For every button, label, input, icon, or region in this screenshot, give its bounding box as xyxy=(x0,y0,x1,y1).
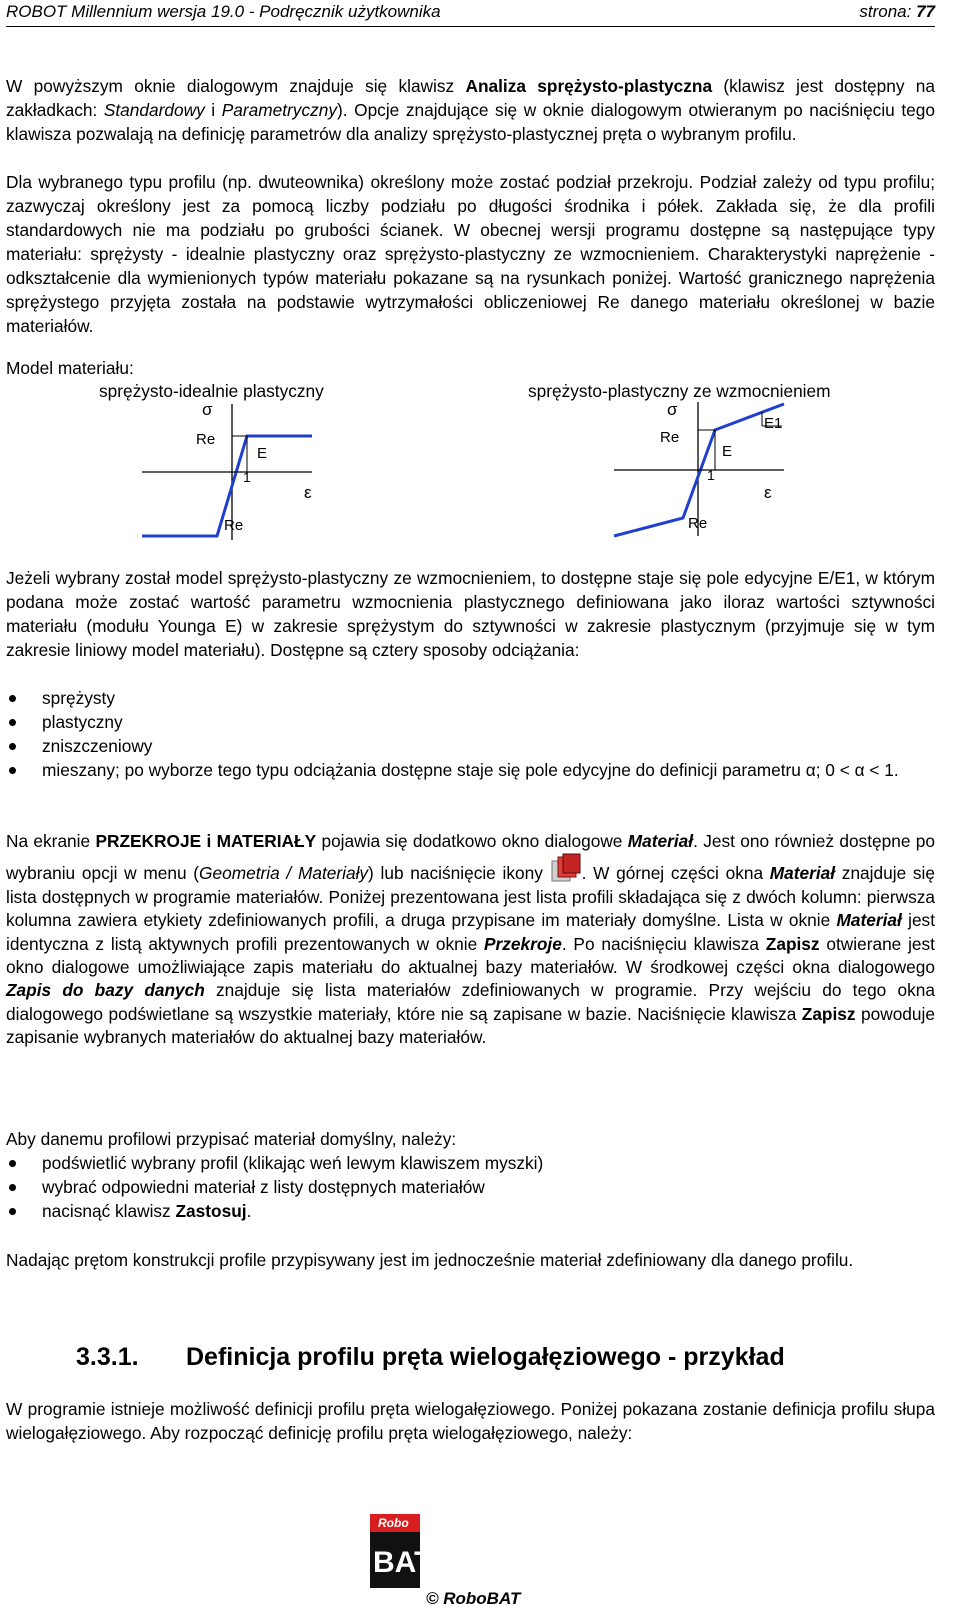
text-run: i xyxy=(204,100,222,120)
page-label: strona: xyxy=(859,2,912,21)
text-run: ) lub naciśnięcie ikony xyxy=(368,863,550,884)
materials-paragraph xyxy=(6,830,935,1050)
screen-name: PRZEKROJE i MATERIAŁY xyxy=(95,831,317,851)
text-run: jest identyczna z listą aktywnych profili prezentowanych w oknie xyxy=(6,910,935,954)
re-top-label: Re xyxy=(660,429,680,446)
text-run: . Jest ono również dostępne po wybraniu opcji w menu ( xyxy=(6,831,936,884)
e-label: E xyxy=(257,445,268,462)
unloading-methods-list xyxy=(6,686,935,782)
e-label: E xyxy=(722,443,733,460)
tab-name-parametric: Parametryczny xyxy=(221,100,337,120)
hardening-plastic-diagram xyxy=(612,398,812,544)
epsilon-label: ε xyxy=(764,483,772,502)
text-run: powoduje zapisanie wybranych materiałów do aktualnej bazy materiałów. xyxy=(6,1003,935,1048)
assign-material-intro: Aby danemu profilowi przypisać materiał domyślny, należy: xyxy=(6,1129,457,1149)
division-paragraph: Dla wybranego typu profilu (np. dwuteownika) określony może zostać podział przekroju. Podział zależy od typu profilu; zazwyczaj określony jest za pomocą liczby podziału po długości środnika i półek. Zakłada się, że dla profili standardowych nie ma podziału po grubości ścianek. W obecnej wersji programu dostępne są następujące typy materiału: sprężysty - idealnie plastyczny oraz sprężysto-plastyczny ze wzmocnieniem. Charakterystyki naprężenie - odkształcenie dla wymienionych typów materiału pokazane są na rysunkach poniżej. Wartość granicznego naprężenia sprężystego przyjęta została na podstawie wytrzymałości obliczeniowej Re danego materiału określonej w bazie materiałów. xyxy=(6,172,935,336)
button-name-save: Zapisz xyxy=(801,1003,856,1024)
left-model-title: sprężysto-idealnie plastyczny xyxy=(99,381,324,401)
section-title: Definicja profilu pręta wielogałęziowego - przykład xyxy=(186,1343,785,1371)
button-name-apply: Zastosuj xyxy=(175,1201,247,1221)
button-name-elastoplastic: Analiza sprężysto-plastyczna xyxy=(465,76,713,96)
text-run: . Po naciśnięciu klawisza xyxy=(561,933,766,954)
text-run: nacisnąć klawisz xyxy=(42,1201,176,1221)
list-item: podświetlić wybrany profil (klikając weń lewym klawiszem myszki) xyxy=(6,1151,935,1175)
text-run: Na ekranie xyxy=(6,831,96,851)
dialog-name-material: Materiał xyxy=(769,863,836,884)
copyright-text: © RoboBAT xyxy=(426,1589,521,1607)
hardening-paragraph: Jeżeli wybrany został model sprężysto-plastyczny ze wzmocnieniem, to dostępne staje się pole edycyjne E/E1, w którym podana może zostać wartość parametru wzmocnienia plastycznego definiowana jako iloraz wartości sztywności materiału (modułu Younga E) w zakresie sprężystym do sztywności w zakresie plastycznym (przyjmuje się w tym zakresie liniowy model materiału). Dostępne są cztery sposoby odciążania: xyxy=(6,568,935,660)
text-run: znajduje się lista dostępnych w programie materiałów. Poniżej prezentowana jest lista profili składająca się z dwóch kolumn: pierwsza kolumna zawiera etykiety zdefiniowanych profili, a druga przypisane im materiały domyślne. Lista w oknie xyxy=(6,863,935,931)
text-run: W powyższym oknie dialogowym znajduje się klawisz xyxy=(6,76,466,96)
dialog-name-material: Materiał xyxy=(627,831,694,851)
text-run: otwierane jest okno dialogowe umożliwiające zapis materiału do aktualnej bazy materiałów. W środkowej części okna dialogowego xyxy=(6,933,935,978)
profile-material-note: Nadając prętom konstrukcji profile przypisywany jest im jednocześnie materiał zdefiniowany dla danego profilu. xyxy=(6,1250,854,1270)
re-top-label: Re xyxy=(196,431,216,448)
list-item: plastyczny xyxy=(6,710,935,734)
elastic-perfectly-plastic-diagram xyxy=(140,398,340,544)
text-run: . xyxy=(246,1201,252,1221)
sigma-label: σ xyxy=(202,400,213,419)
unit-label: 1 xyxy=(243,469,251,485)
list-item: mieszany; po wyborze tego typu odciążania dostępne staje się pole edycyjne do definicji parametru α; 0 < α < 1. xyxy=(6,758,935,782)
robobat-logo xyxy=(370,1512,570,1607)
model-label: Model materiału: xyxy=(6,358,134,378)
sigma-label: σ xyxy=(667,400,678,419)
page-number: 77 xyxy=(916,2,935,21)
dialog-name-sections: Przekroje xyxy=(484,933,562,954)
page-header xyxy=(6,0,935,27)
assign-material-steps xyxy=(6,1151,935,1223)
section-heading xyxy=(76,1341,785,1373)
list-item: zniszczeniowy xyxy=(6,734,935,758)
logo-top-text: Robo xyxy=(378,1516,409,1530)
tab-name-standard: Standardowy xyxy=(103,100,205,120)
epsilon-label: ε xyxy=(304,483,312,502)
section-number: 3.3.1. xyxy=(76,1343,139,1371)
dialog-name-save-to-database: Zapis do bazy danych xyxy=(6,980,205,1001)
document-title: ROBOT Millennium wersja 19.0 - Podręcznik użytkownika xyxy=(6,2,441,21)
text-run: . W górnej części okna xyxy=(581,863,770,884)
text-run: znajduje się lista materiałów zdefiniowanych w programie. Przy wejściu do tego okna dialogowego podświetlane są wszystkie materiały, które nie są zapisane w bazie. Naciśnięcie klawisza xyxy=(6,980,935,1024)
intro-paragraph xyxy=(6,74,935,146)
unit-label: 1 xyxy=(707,467,715,483)
menu-path: Geometria / Materiały xyxy=(199,863,369,884)
text-run: pojawia się dodatkowo okno dialogowe xyxy=(316,831,628,851)
e1-label: E1 xyxy=(764,415,783,432)
logo-main-text: BAT xyxy=(373,1546,433,1579)
re-bottom-label: Re xyxy=(224,517,244,534)
list-item: wybrać odpowiedni materiał z listy dostępnych materiałów xyxy=(6,1175,935,1199)
button-name-save: Zapisz xyxy=(765,933,820,954)
right-model-title: sprężysto-plastyczny ze wzmocnieniem xyxy=(528,381,831,401)
re-bottom-label: Re xyxy=(688,515,708,532)
text-run: (klawisz jest dostępny na zakładkach: xyxy=(6,76,935,120)
list-item xyxy=(6,1199,935,1223)
page-indicator xyxy=(859,0,935,24)
text-run: ). Opcje znajdujące się w oknie dialogowym otwieranym po naciśnięciu tego klawisza pozwalają na definicję parametrów dla analizy sprężysto-plastycznej pręta o wybranym profilu. xyxy=(6,100,935,144)
dialog-name-material: Materiał xyxy=(836,910,902,931)
list-item: sprężysty xyxy=(6,686,935,710)
multi-branch-paragraph: W programie istnieje możliwość definicji profilu pręta wielogałęziowego. Poniżej pokazana zostanie definicja profilu słupa wielogałęziowego. Aby rozpocząć definicję profilu pręta wielogałęziowego, należy: xyxy=(6,1399,935,1443)
materials-icon xyxy=(550,853,582,885)
